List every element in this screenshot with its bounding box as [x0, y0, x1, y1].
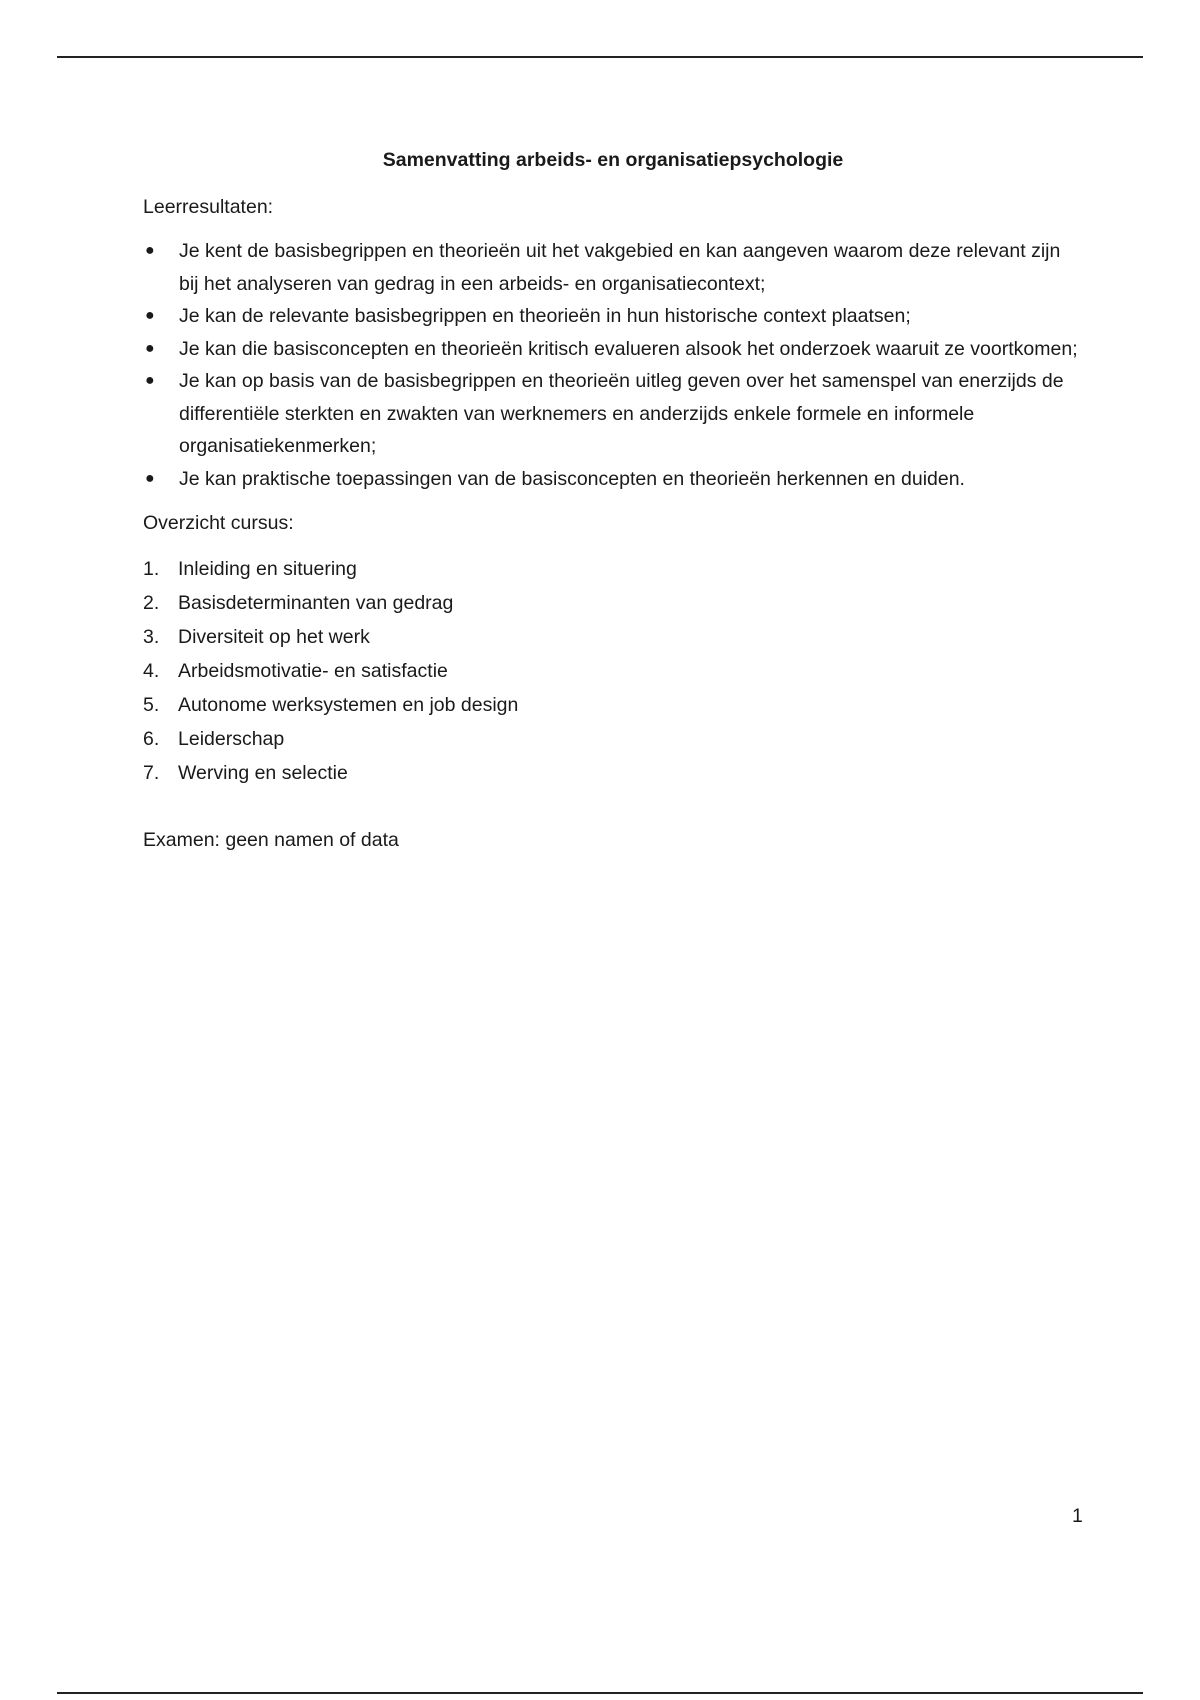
list-item-text: Je kan op basis van de basisbegrippen en theorieën uitleg geven over het samenspel van enerzijds de differentiële sterkten en zwakten van werknemers en anderzijds enkele formele en informele organisatiekenmerken;	[179, 370, 1064, 457]
bullet-icon: ●	[145, 242, 155, 259]
list-item-number: 3.	[143, 625, 160, 648]
footer-rule	[57, 1692, 1143, 1694]
list-item	[143, 756, 1083, 790]
list-item-text: Leiderschap	[178, 727, 285, 750]
list-item-text: Werving en selectie	[178, 761, 348, 784]
list-item	[143, 620, 1083, 654]
list-item	[143, 235, 1083, 300]
list-item-text: Arbeidsmotivatie- en satisfactie	[178, 659, 448, 682]
list-item	[143, 586, 1083, 620]
list-item	[143, 463, 1083, 496]
list-item-text: Je kent de basisbegrippen en theorieën uit het vakgebied en kan aangeven waarom deze relevant zijn bij het analyseren van gedrag in een arbeids- en organisatiecontext;	[179, 240, 1061, 295]
list-item-number: 2.	[143, 591, 160, 614]
list-item	[143, 365, 1083, 463]
list-item-text: Je kan de relevante basisbegrippen en theorieën in hun historische context plaatsen;	[179, 305, 911, 327]
exam-note: Examen: geen namen of data	[143, 828, 399, 851]
document-title: Samenvatting arbeids- en organisatiepsychologie	[382, 149, 844, 171]
list-item-text: Autonome werksystemen en job design	[178, 693, 519, 716]
list-item-text: Diversiteit op het werk	[178, 625, 370, 648]
list-item	[143, 333, 1083, 366]
bullet-icon: ●	[145, 372, 155, 389]
list-item-number: 5.	[143, 693, 160, 716]
list-item	[143, 722, 1083, 756]
page-content	[143, 144, 1083, 856]
learning-outcomes-list	[143, 235, 1083, 495]
page-number: 1	[1072, 1505, 1083, 1527]
list-item	[143, 552, 1083, 586]
list-item-text: Je kan die basisconcepten en theorieën kritisch evalueren alsook het onderzoek waaruit ze voortkomen;	[179, 337, 1078, 360]
bullet-icon: ●	[145, 469, 155, 487]
learning-outcomes-heading: Leerresultaten:	[143, 195, 274, 218]
bullet-icon: ●	[145, 339, 155, 357]
list-item-number: 4.	[143, 659, 160, 682]
header-rule	[57, 56, 1143, 58]
list-item-number: 6.	[143, 727, 160, 750]
course-overview-list	[143, 552, 1083, 790]
list-item	[143, 654, 1083, 688]
list-item	[143, 300, 1083, 333]
list-item-text: Basisdeterminanten van gedrag	[178, 591, 454, 614]
list-item-text: Inleiding en situering	[178, 557, 357, 580]
list-item-number: 7.	[143, 761, 160, 784]
list-item	[143, 688, 1083, 722]
course-overview-heading: Overzicht cursus:	[143, 512, 294, 534]
bullet-icon: ●	[145, 307, 155, 324]
list-item-text: Je kan praktische toepassingen van de basisconcepten en theorieën herkennen en duiden.	[179, 467, 965, 490]
list-item-number: 1.	[143, 557, 160, 580]
